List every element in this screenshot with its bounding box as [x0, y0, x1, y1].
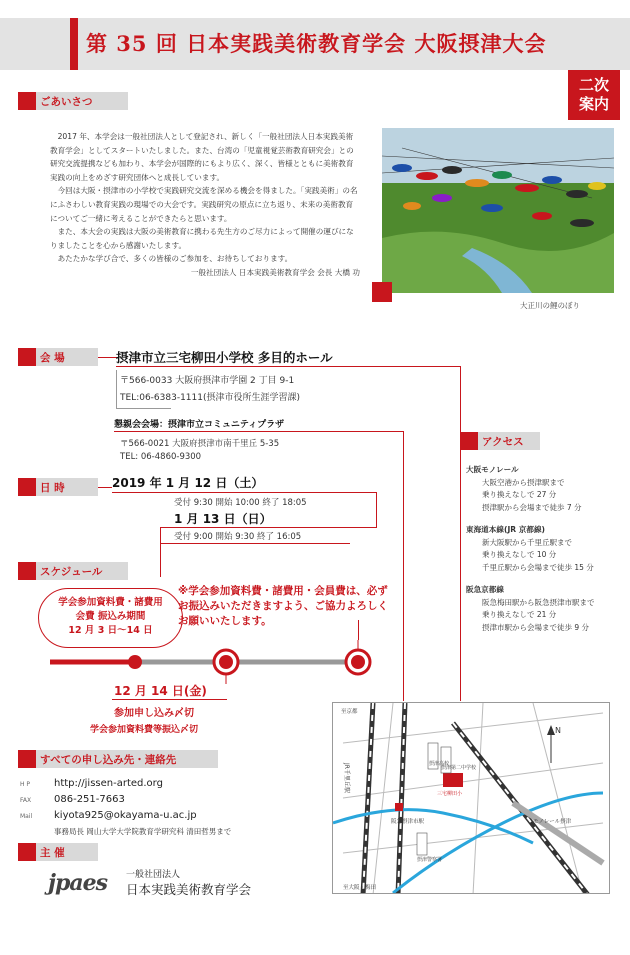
day2-date: 1 月 13 日（日） [174, 512, 272, 526]
access-line: 乗り換えなしで 10 分 [482, 550, 557, 559]
hp-link[interactable]: http://jissen-arted.org [54, 778, 163, 789]
map-label: 摂津警察署 [417, 857, 443, 863]
access-line: 摂津市駅から会場まで徒歩 9 分 [482, 622, 590, 632]
day2-times: 受付 9:00 開始 9:30 終了 16:05 [174, 532, 302, 542]
map-label: JR千里丘駅 [343, 763, 350, 793]
venue-address: 〒566-0033 大阪府摂津市学園 2 丁目 9-1 [120, 376, 295, 386]
day1-times: 受付 9:30 開始 10:00 終了 18:05 [174, 498, 307, 508]
access-map [332, 702, 610, 894]
fax-label: FAX [20, 797, 32, 804]
badge-line2: 案内 [578, 95, 609, 113]
schedule-timeline [40, 640, 380, 684]
access-group-title: 阪急京都線 [466, 585, 504, 594]
map-label: 阪急摂津市駅 [391, 819, 425, 825]
access-group-title: 東海道本線(JR 京都線) [466, 525, 546, 534]
access-line: 新大阪駅から千里丘駅まで [482, 537, 572, 547]
day1-date: 2019 年 1 月 12 日（土） [112, 476, 264, 490]
map-label: 三宅柳田小 [437, 791, 463, 797]
access-line: 千里丘駅から会場まで徒歩 15 分 [482, 562, 594, 572]
access-list [466, 464, 595, 634]
greeting-heading: ごあいさつ [18, 92, 128, 110]
carp-streamers-photo [382, 128, 614, 293]
organizer-name: 日本実践美術教育学会 [126, 882, 252, 897]
dates-heading: 日 時 [18, 478, 98, 496]
schedule-heading: スケジュール [18, 562, 128, 580]
office-contact: 事務局長 岡山大学大学院教育学研究科 清田哲男まで [54, 827, 232, 836]
pill-line: 学会参加資料費・諸費用 [58, 597, 163, 608]
access-heading: アクセス [460, 432, 540, 450]
map-label: 摂津高校 [429, 761, 450, 767]
organizer-type: 一般社団法人 [126, 870, 181, 880]
greeting-paragraph: 今回は大阪・摂津市の小学校で実践研究交流を深める機会を得ました。「実践美術」の名にふさわしい教育実践の現場での大会です。実践研究の原点に立ち返り、未来の美術教育についてご一緒に考えることができたらと思います。 [50, 186, 358, 223]
photo-accent-square [372, 282, 392, 302]
pill-line: 会費 振込み期間 [75, 611, 146, 622]
access-line: 乗り換えなしで 21 分 [482, 610, 557, 619]
payment-notice: ※学会参加資料費・諸費用・会員費は、必ずお振込みいただきますよう、ご協力よろしくお願いいたします。 [178, 585, 388, 627]
deadline-date: 12 月 14 日(金) [114, 684, 207, 698]
venue-heading: 会 場 [18, 348, 98, 366]
mail-label: Mail [20, 813, 33, 820]
fax-number: 086-251-7663 [54, 794, 125, 805]
organizer-heading: 主 催 [18, 843, 98, 861]
party-venue-tel: TEL: 06-4860-9300 [120, 452, 202, 462]
map-label: モノレール摂津 [533, 819, 572, 825]
party-venue-address: 〒566-0021 大阪府摂津市南千里丘 5-35 [120, 439, 280, 449]
access-line: 乗り換えなしで 27 分 [482, 490, 557, 499]
payment-period-pill [38, 588, 183, 648]
access-line: 阪急梅田駅から阪急摂津市駅まで [482, 597, 595, 607]
greeting-paragraph: また、本大会の実践は大阪の美術教育に携わる先生方のご尽力によって開催の運びになりましたことを心から感謝いたします。 [50, 227, 354, 250]
title-accent-bar [70, 18, 78, 70]
map-label: 至京都 [341, 709, 358, 715]
hp-label: H P [20, 781, 31, 788]
svg-text:N: N [555, 726, 561, 735]
map-label: 至大阪・梅田 [343, 885, 377, 891]
deadline-line2: 学会参加資料費等振込〆切 [90, 725, 199, 735]
party-venue-title: 懇親会会場：摂津市立コミュニティプラザ [114, 420, 285, 430]
badge-line1: 二次 [578, 76, 609, 94]
venue-name: 摂津市立三宅柳田小学校 多目的ホール [116, 350, 333, 365]
photo-caption: 大正川の鯉のぼり [520, 301, 580, 310]
access-line: 摂津駅から会場まで徒歩 7 分 [482, 502, 582, 512]
greeting-signature: 一般社団法人 日本実践美術教育学会 会長 大橋 功 [190, 267, 360, 277]
deadline-line1: 参加申し込み〆切 [114, 708, 194, 719]
page-title: 第 35 回 日本実践美術教育学会 大阪摂津大会 [86, 31, 547, 56]
second-notice-badge [568, 70, 620, 120]
map-label: 摂津第二中学校 [441, 765, 477, 771]
contact-heading: すべての申し込み先・連絡先 [18, 750, 218, 768]
venue-tel: TEL:06-6383-1111(摂津市役所生涯学習課) [120, 393, 301, 403]
access-line: 大阪空港から摂津駅まで [482, 477, 565, 487]
greeting-paragraph: あたたかな学び合で、多くの皆様のご参加を、お待ちしております。 [57, 254, 293, 264]
access-group-title: 大阪モノレール [466, 465, 519, 474]
organizer-logo: jpaes [48, 870, 107, 896]
greeting-paragraph: 2017 年、本学会は一般社団法人として登記され、新しく「一般社団法人日本実践美術教育学会」としてスタートいたしました。また、台湾の「児童視覚芸術教育研究会」との研究交流提携なども加わり、本学会が国際的にもより広く、深く、皆様とともに美術教育実践の向上をめざす研究団体へと成長しています。 [50, 132, 354, 182]
pill-line: 12 月 3 日〜14 日 [68, 625, 153, 636]
mail-link[interactable]: kiyota925@okayama-u.ac.jp [54, 810, 197, 821]
greeting-text [50, 130, 360, 280]
